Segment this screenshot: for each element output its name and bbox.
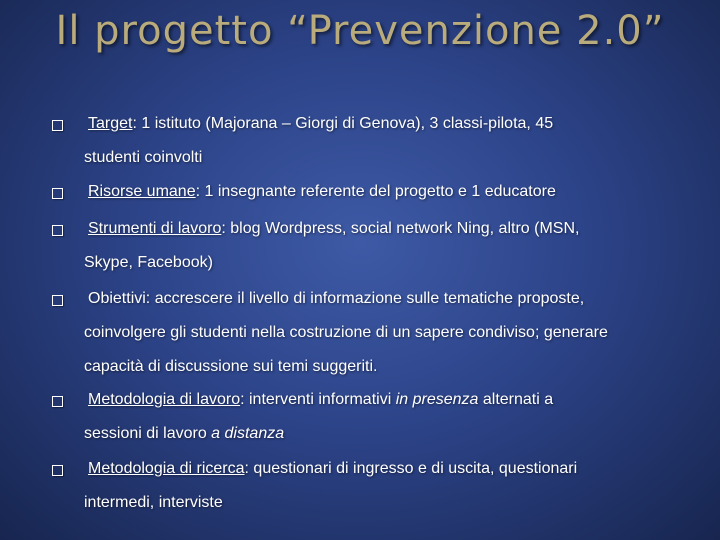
item-continuation: studenti coinvolti xyxy=(84,149,203,166)
item-continuation: capacità di discussione sui temi suggeriti. xyxy=(84,358,378,375)
square-bullet-icon xyxy=(52,295,63,306)
bullet-item-metodologia-lavoro xyxy=(52,383,682,451)
item-line: Obiettivi: accrescere il livello di informazione sulle tematiche proposte, xyxy=(88,290,585,307)
square-bullet-icon xyxy=(52,225,63,236)
item-line xyxy=(52,107,682,141)
item-line xyxy=(52,452,682,486)
item-text: : blog Wordpress, social network Ning, altro (MSN, xyxy=(221,220,580,237)
item-label: Target xyxy=(88,115,133,132)
item-text: alternati a xyxy=(478,391,554,408)
square-bullet-icon xyxy=(52,188,63,199)
bullet-item-strumenti xyxy=(52,212,682,280)
bullet-item-obiettivi xyxy=(52,282,682,384)
item-continuation: Skype, Facebook) xyxy=(84,254,213,271)
item-text: sessioni di lavoro xyxy=(84,425,212,442)
item-text: : 1 insegnante referente del progetto e 1 educatore xyxy=(195,183,556,200)
item-italic: in presenza xyxy=(395,391,479,408)
item-continuation: coinvolgere gli studenti nella costruzione di un sapere condiviso; generare xyxy=(84,324,608,341)
bullet-item-metodologia-ricerca xyxy=(52,452,682,520)
square-bullet-icon xyxy=(52,120,63,131)
item-italic: a distanza xyxy=(211,425,285,442)
item-line xyxy=(52,175,682,209)
square-bullet-icon xyxy=(52,465,63,476)
item-text: : questionari di ingresso e di uscita, questionari xyxy=(244,460,578,477)
item-label: Metodologia di lavoro xyxy=(88,391,241,408)
item-continuation xyxy=(52,417,682,451)
bullet-item-target xyxy=(52,107,682,175)
item-line xyxy=(52,383,682,417)
item-label: Metodologia di ricerca xyxy=(88,460,245,477)
bullet-item-risorse xyxy=(52,175,682,209)
item-text: : 1 istituto (Majorana – Giorgi di Genova), 3 classi-pilota, 45 xyxy=(132,115,554,132)
item-text: : interventi informativi xyxy=(240,391,396,408)
square-bullet-icon xyxy=(52,396,63,407)
item-label: Risorse umane xyxy=(88,183,196,200)
item-label: Strumenti di lavoro xyxy=(88,220,222,237)
item-continuation: intermedi, interviste xyxy=(84,494,223,511)
slide-title: Il progetto “Prevenzione 2.0” xyxy=(55,8,665,54)
item-line xyxy=(52,212,682,246)
